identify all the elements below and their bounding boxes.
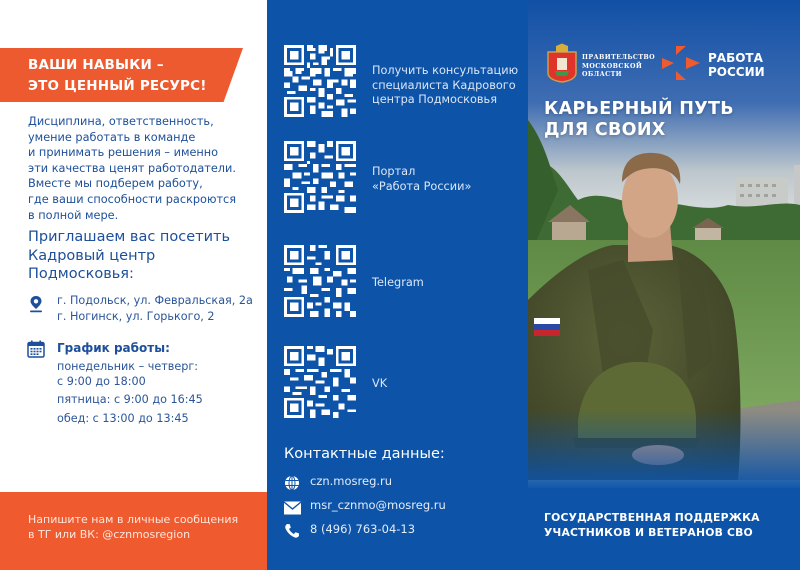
qr-code-icon[interactable]	[284, 45, 356, 117]
intro-paragraph	[28, 114, 263, 223]
phone-icon	[284, 523, 300, 539]
rabota-rossii-logo-icon	[662, 44, 702, 82]
banner-line-1: ВАШИ НАВЫКИ –	[28, 57, 164, 73]
schedule-row-mon-thu-hours: с 9:00 до 18:00	[57, 374, 146, 388]
right-panel	[528, 0, 800, 570]
gov-logo-line: ОБЛАСТИ	[582, 71, 623, 78]
banner-line-2: ЭТО ЦЕННЫЙ РЕСУРС!	[28, 78, 207, 94]
soldier-with-helmet-photo	[528, 0, 800, 570]
intro-line: эти качества ценят работодатели.	[28, 161, 236, 175]
contact-email[interactable]: msr_cznmo@mosreg.ru	[310, 498, 446, 512]
rr-logo-line: РОССИИ	[708, 65, 765, 79]
intro-line: где ваши способности раскроются	[28, 192, 237, 206]
schedule-row-lunch: обед: с 13:00 до 13:45	[57, 411, 189, 425]
invite-heading	[28, 228, 258, 284]
address-noginsk: г. Ногинск, ул. Горького, 2	[57, 310, 215, 323]
gov-logo-text	[582, 54, 655, 80]
rabota-rossii-logo-text	[708, 51, 765, 79]
address-podolsk: г. Подольск, ул. Февральская, 2а	[57, 294, 253, 307]
gov-logo-line: ПРАВИТЕЛЬСТВО	[582, 54, 656, 61]
qr-label-portal	[372, 165, 471, 194]
qr-label-line: Telegram	[372, 276, 424, 289]
schedule-title: График работы:	[57, 341, 170, 355]
intro-line: и принимать решения – именно	[28, 146, 219, 160]
intro-line: Дисциплина, ответственность,	[28, 115, 214, 128]
mail-icon	[284, 500, 301, 516]
social-message-note	[28, 512, 238, 542]
hero-title-line: КАРЬЕРНЫЙ ПУТЬ	[544, 99, 734, 119]
address-list	[57, 293, 253, 325]
hero-title-line: ДЛЯ СВОИХ	[544, 120, 666, 140]
qr-label-line: Получить консультацию	[372, 64, 519, 77]
qr-label-line: специалиста Кадрового	[372, 78, 516, 92]
globe-icon	[284, 475, 300, 491]
qr-label-consultation	[372, 64, 518, 108]
contact-phone[interactable]: 8 (496) 763-04-13	[310, 522, 416, 536]
rr-logo-line: РАБОТА	[708, 51, 763, 65]
qr-code-icon[interactable]	[284, 141, 356, 213]
skills-banner-text	[28, 55, 207, 97]
schedule-list	[57, 360, 203, 430]
contacts-title: Контактные данные:	[284, 446, 445, 462]
qr-label-vk	[372, 377, 387, 392]
schedule-row-mon-thu: понедельник – четверг:	[57, 360, 199, 373]
hero-title	[544, 99, 734, 141]
footer-line: в ТГ или ВК: @cznmosregion	[28, 528, 191, 541]
state-support-caption	[544, 510, 760, 540]
gov-logo-line: МОСКОВСКОЙ	[582, 62, 643, 70]
intro-line: в полной мере.	[28, 208, 119, 222]
invite-line: Приглашаем вас посетить	[28, 229, 231, 245]
footer-line: Напишите нам в личные сообщения	[28, 513, 239, 526]
qr-label-telegram	[372, 276, 424, 291]
qr-code-icon[interactable]	[284, 346, 356, 418]
moscow-region-emblem-icon	[545, 43, 579, 83]
qr-label-line: VK	[372, 377, 388, 390]
caption-line: ГОСУДАРСТВЕННАЯ ПОДДЕРЖКА	[544, 511, 760, 524]
contact-website[interactable]: czn.mosreg.ru	[310, 474, 393, 488]
qr-label-line: «Работа России»	[372, 179, 472, 193]
qr-code-icon[interactable]	[284, 245, 356, 317]
calendar-icon	[27, 340, 45, 358]
qr-label-line: Портал	[372, 165, 416, 178]
qr-label-line: центра Подмосковья	[372, 93, 497, 106]
intro-line: Вместе мы подберем работу,	[28, 177, 203, 191]
map-pin-icon	[28, 295, 44, 313]
invite-line: Кадровый центр	[28, 247, 156, 264]
invite-line: Подмосковья:	[28, 266, 134, 282]
caption-line: УЧАСТНИКОВ И ВЕТЕРАНОВ СВО	[544, 526, 753, 539]
intro-line: умение работать в команде	[28, 130, 196, 144]
schedule-row-friday: пятница: с 9:00 до 16:45	[57, 393, 203, 406]
